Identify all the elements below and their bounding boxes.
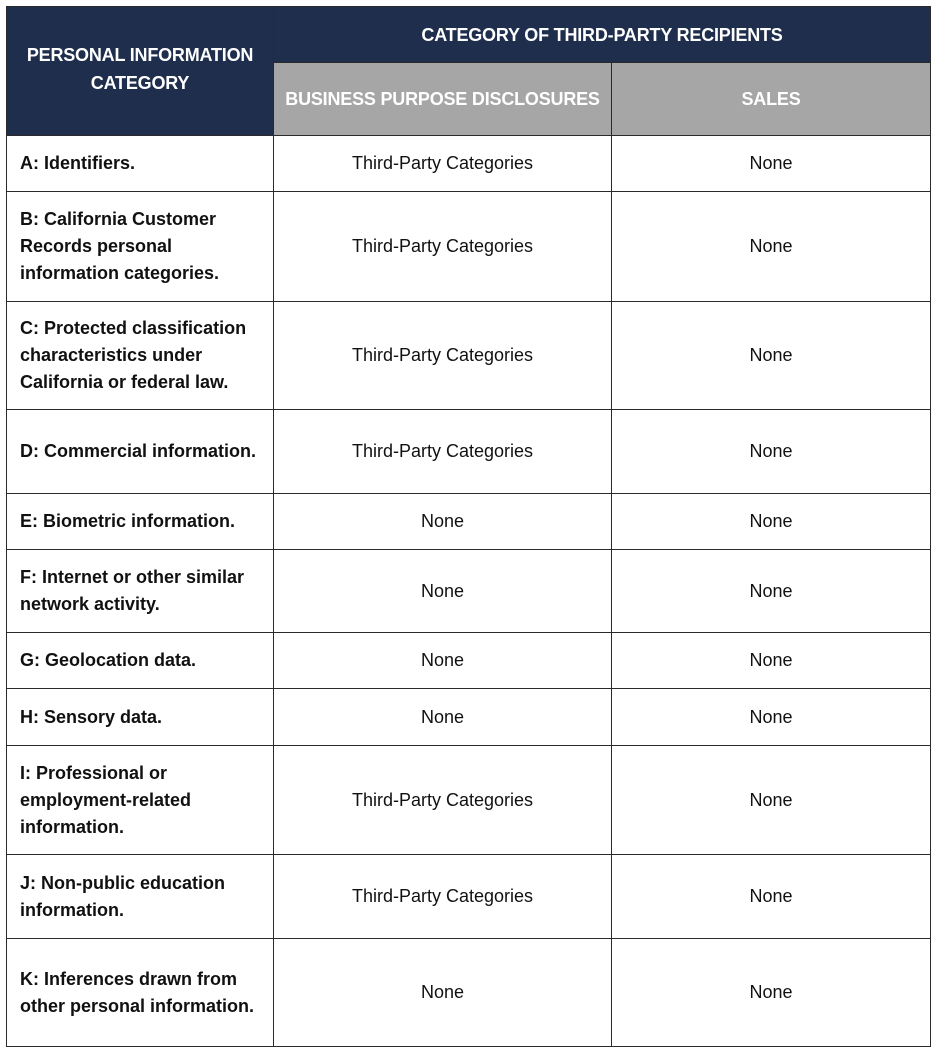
business-purpose-cell: Third-Party Categories — [274, 410, 612, 494]
sales-cell: None — [612, 550, 931, 633]
category-cell: C: Protected classification characteristics under California or federal law. — [7, 302, 274, 410]
sales-cell: None — [612, 855, 931, 939]
table-row — [7, 746, 931, 855]
category-cell: G: Geolocation data. — [7, 633, 274, 689]
table-row — [7, 633, 931, 689]
third-party-recipients-header: CATEGORY OF THIRD-PARTY RECIPIENTS — [274, 7, 931, 63]
category-cell: F: Internet or other similar network activity. — [7, 550, 274, 633]
table-row — [7, 689, 931, 746]
category-cell: I: Professional or employment-related information. — [7, 746, 274, 855]
business-purpose-disclosures-header: BUSINESS PURPOSE DISCLOSURES — [274, 63, 612, 136]
table-row — [7, 939, 931, 1047]
sales-cell: None — [612, 302, 931, 410]
sales-cell: None — [612, 410, 931, 494]
category-cell: E: Biometric information. — [7, 494, 274, 550]
table-header — [7, 7, 931, 136]
table-row — [7, 192, 931, 302]
third-party-disclosure-table — [6, 6, 931, 1047]
table-row — [7, 855, 931, 939]
table-row — [7, 302, 931, 410]
disclosure-table-container — [6, 6, 930, 1047]
sales-header: SALES — [612, 63, 931, 136]
sales-cell: None — [612, 689, 931, 746]
sales-cell: None — [612, 746, 931, 855]
category-cell: H: Sensory data. — [7, 689, 274, 746]
table-body — [7, 136, 931, 1047]
sales-cell: None — [612, 494, 931, 550]
business-purpose-cell: None — [274, 494, 612, 550]
business-purpose-cell: None — [274, 689, 612, 746]
table-row — [7, 494, 931, 550]
table-row — [7, 410, 931, 494]
category-cell: K: Inferences drawn from other personal information. — [7, 939, 274, 1047]
category-cell: A: Identifiers. — [7, 136, 274, 192]
sales-cell: None — [612, 136, 931, 192]
business-purpose-cell: Third-Party Categories — [274, 192, 612, 302]
sales-cell: None — [612, 633, 931, 689]
business-purpose-cell: None — [274, 550, 612, 633]
business-purpose-cell: Third-Party Categories — [274, 302, 612, 410]
category-cell: J: Non-public education information. — [7, 855, 274, 939]
business-purpose-cell: Third-Party Categories — [274, 855, 612, 939]
sales-cell: None — [612, 192, 931, 302]
table-row — [7, 550, 931, 633]
category-cell: D: Commercial information. — [7, 410, 274, 494]
header-row-top — [7, 7, 931, 63]
sales-cell: None — [612, 939, 931, 1047]
business-purpose-cell: Third-Party Categories — [274, 136, 612, 192]
business-purpose-cell: Third-Party Categories — [274, 746, 612, 855]
personal-information-category-header: PERSONAL INFORMATION CATEGORY — [7, 7, 274, 136]
business-purpose-cell: None — [274, 939, 612, 1047]
table-row — [7, 136, 931, 192]
business-purpose-cell: None — [274, 633, 612, 689]
category-cell: B: California Customer Records personal information categories. — [7, 192, 274, 302]
